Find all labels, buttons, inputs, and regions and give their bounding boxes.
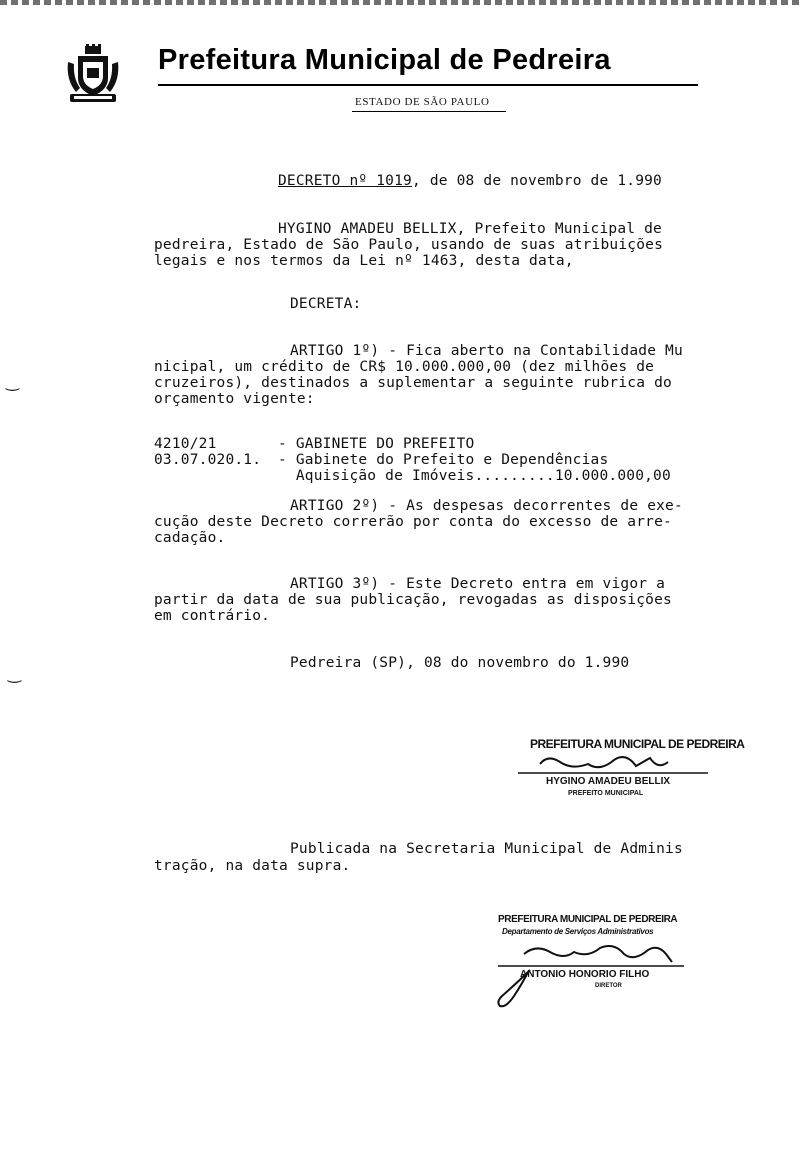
director-stamp-name: ANTONIO HONORIO FILHO: [520, 969, 650, 980]
place-date: Pedreira (SP), 08 do novembro do 1.990: [290, 655, 630, 671]
decree-heading: [278, 173, 662, 189]
director-stamp-dept: Departamento de Serviços Administrativos: [502, 927, 654, 936]
article3-line: em contrário.: [154, 608, 271, 624]
margin-mark: ‿: [6, 372, 19, 391]
publication-line: tração, na data supra.: [154, 858, 351, 874]
article1-line: ARTIGO 1º) - Fica aberto na Contabilidade Mu: [290, 343, 683, 359]
budget-text: Aquisição de Imóveis.........10.000.000,00: [278, 468, 671, 484]
intro-line: HYGINO AMADEU BELLIX, Prefeito Municipal de: [278, 221, 662, 237]
article1-line: nicipal, um crédito de CR$ 10.000.000,00 (dez milhões de: [154, 359, 655, 375]
margin-mark: ‿: [8, 664, 21, 683]
scan-border: [0, 0, 800, 5]
article2-line: ARTIGO 2º) - As despesas decorrentes de exe-: [290, 498, 683, 514]
coat-of-arms-icon: [64, 44, 122, 106]
intro-line: legais e nos termos da Lei nº 1463, desta data,: [154, 253, 574, 269]
mayor-stamp-name: HYGINO AMADEU BELLIX: [546, 776, 671, 787]
article3-line: partir da data de sua publicação, revogadas as disposições: [154, 592, 672, 608]
header-title: Prefeitura Municipal de Pedreira: [158, 44, 611, 76]
mayor-stamp-org: PREFEITURA MUNICIPAL DE PEDREIRA: [530, 737, 745, 751]
article2-line: cadação.: [154, 530, 226, 546]
budget-text: - Gabinete do Prefeito e Dependências: [278, 452, 609, 468]
decreta-heading: DECRETA:: [290, 296, 362, 312]
mayor-stamp-role: PREFEITO MUNICIPAL: [568, 790, 644, 797]
director-stamp-org: PREFEITURA MUNICIPAL DE PEDREIRA: [498, 914, 678, 925]
article1-line: orçamento vigente:: [154, 391, 315, 407]
decree-date: , de 08 de novembro de 1.990: [411, 173, 662, 189]
article1-line: cruzeiros), destinados a suplementar a seguinte rubrica do: [154, 375, 672, 391]
publication-line: Publicada na Secretaria Municipal de Adminis: [290, 841, 683, 857]
header-state: ESTADO DE SÃO PAULO: [355, 96, 490, 108]
decree-number: DECRETO nº 1019: [278, 173, 412, 189]
state-underline: [352, 111, 506, 112]
intro-line: pedreira, Estado de São Paulo, usando de suas atribuições: [154, 237, 663, 253]
title-underline: [158, 84, 698, 86]
article3-line: ARTIGO 3º) - Este Decreto entra em vigor a: [290, 576, 666, 592]
mayor-signature: [518, 748, 708, 778]
budget-code: 03.07.020.1.: [154, 452, 262, 468]
director-stamp-role: DIRETOR: [595, 983, 622, 989]
article2-line: cução deste Decreto correrão por conta do excesso de arre-: [154, 514, 672, 530]
budget-text: - GABINETE DO PREFEITO: [278, 436, 475, 452]
budget-code: 4210/21: [154, 436, 217, 452]
